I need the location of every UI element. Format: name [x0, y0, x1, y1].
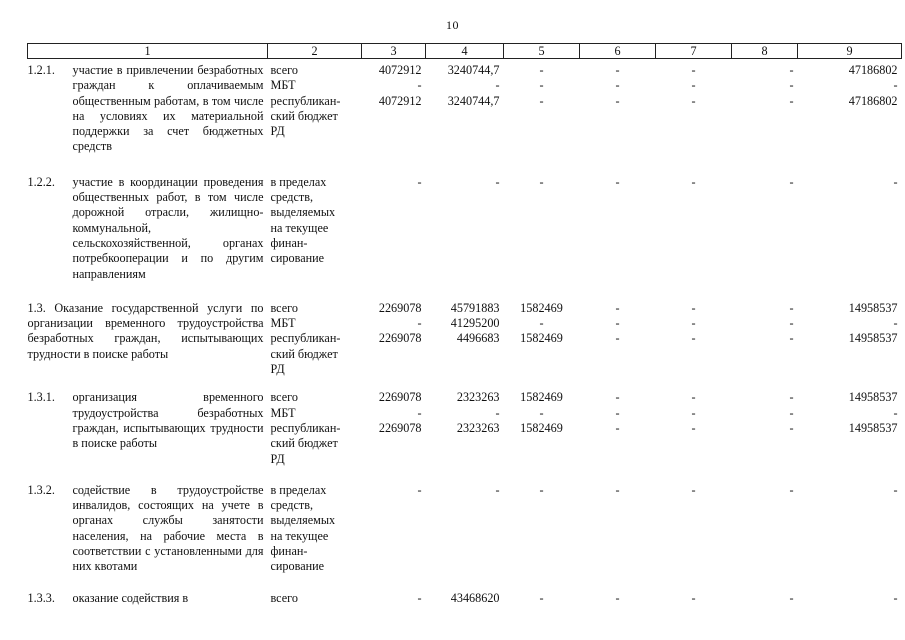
item-cell: [28, 175, 268, 282]
value: -: [789, 390, 794, 405]
row-spacer: [28, 282, 902, 301]
funding-source-line: республикан-: [270, 420, 341, 435]
item-code: 1.2.1.: [27, 63, 55, 77]
value-cell-c9: [798, 483, 902, 575]
value: -: [893, 590, 898, 605]
value-cell-c5: [504, 591, 580, 606]
item-description: содействие в трудоустройстве инвалидов, состоящих на учете в органах службы занятости населения, на рабочие места в соответствии с установленными для них квотами: [72, 482, 264, 574]
funding-source-line: республикан-: [270, 331, 341, 346]
row-spacer-cell: [28, 155, 902, 175]
value-cell-c3: [362, 175, 426, 282]
funding-source-line: всего: [270, 390, 298, 405]
item-name-wrap: [28, 591, 264, 606]
value-cell-c8: [732, 483, 798, 575]
value: -: [417, 482, 422, 497]
value-cell-c8: [732, 63, 798, 155]
funding-source-line: МБТ: [270, 316, 296, 331]
item-name-wrap: [28, 63, 264, 155]
column-header-5: 5: [504, 44, 580, 59]
value: -: [789, 78, 794, 93]
value: -: [615, 590, 620, 605]
funding-source-line: финан-: [270, 544, 308, 559]
value: 4496683: [456, 331, 500, 346]
value: -: [615, 405, 620, 420]
value: 1582469: [520, 390, 563, 405]
row-spacer: [28, 377, 902, 390]
value-cell-c5: [504, 390, 580, 466]
value: 41295200: [450, 316, 500, 331]
value-cell-c4: [426, 301, 504, 377]
value-cell-c8: [732, 591, 798, 606]
value: 1582469: [520, 300, 563, 315]
value-cell-c9: [798, 175, 902, 282]
funding-source-cell: [268, 301, 362, 377]
value: -: [691, 300, 696, 315]
funding-source-line: выделяемых: [270, 513, 336, 528]
value: -: [539, 174, 544, 189]
value-cell-c3: [362, 483, 426, 575]
value: 45791883: [450, 300, 500, 315]
funding-source-cell: [268, 390, 362, 466]
value-cell-c7: [656, 591, 732, 606]
value-cell-c6: [580, 175, 656, 282]
column-header-3: 3: [362, 44, 426, 59]
value-cell-c6: [580, 390, 656, 466]
item-name-wrap: [28, 483, 264, 575]
funding-source-line: всего: [270, 590, 298, 605]
value: -: [893, 482, 898, 497]
value-cell-c7: [656, 175, 732, 282]
value: -: [615, 482, 620, 497]
value: 2323263: [456, 420, 500, 435]
value: 47186802: [848, 93, 898, 108]
value-cell-c6: [580, 63, 656, 155]
item-name-wrap: [28, 390, 264, 451]
value: -: [495, 482, 500, 497]
item-description: участие в координации проведения общественных работ, в том числе дорожной отрасли, жилищно-коммунальной, сельскохозяйственной, органах потребкооперации и по другим направлениям: [72, 174, 264, 281]
value: -: [691, 390, 696, 405]
value: 1582469: [520, 331, 563, 346]
value: -: [691, 331, 696, 346]
value: -: [615, 300, 620, 315]
funding-source-line: ский бюджет: [270, 436, 338, 451]
value: -: [691, 405, 696, 420]
value-cell-c3: [362, 591, 426, 606]
funding-source-line: в пределах: [270, 482, 327, 497]
item-code: 1.3.3.: [27, 590, 55, 605]
value: -: [691, 420, 696, 435]
budget-table: [27, 43, 902, 606]
funding-source-line: МБТ: [270, 405, 296, 420]
table-row: [28, 63, 902, 155]
item-description: организация временного трудоустройства безработных граждан, испытывающих трудности в поиске работы: [72, 390, 264, 451]
funding-source-line: всего: [270, 300, 298, 315]
value: -: [893, 405, 898, 420]
value: -: [789, 590, 794, 605]
funding-source-line: выделяемых: [270, 205, 336, 220]
value: -: [893, 316, 898, 331]
table-body: [28, 59, 902, 606]
value-cell-c9: [798, 63, 902, 155]
item-description: 1.3. Оказание государственной услуги по организации временного трудоустройства безработных граждан, испытывающих трудности в поиске работы: [27, 300, 264, 361]
item-description: оказание содействия в: [72, 590, 189, 605]
item-code: 1.3.1.: [27, 390, 55, 405]
value: -: [615, 390, 620, 405]
value: 2269078: [378, 390, 422, 405]
value: 4072912: [378, 63, 422, 77]
value: 14958537: [848, 300, 898, 315]
funding-source-line: финан-: [270, 235, 308, 250]
value: -: [691, 63, 696, 77]
value: -: [691, 93, 696, 108]
value: -: [417, 316, 422, 331]
value: -: [789, 174, 794, 189]
column-header-2: 2: [268, 44, 362, 59]
value-cell-c4: [426, 591, 504, 606]
table-row: [28, 301, 902, 377]
value: 1582469: [520, 420, 563, 435]
value: -: [539, 405, 544, 420]
value: -: [539, 316, 544, 331]
item-cell: [28, 63, 268, 155]
value-cell-c4: [426, 63, 504, 155]
funding-source-line: РД: [270, 451, 285, 466]
value: -: [691, 174, 696, 189]
value: -: [789, 331, 794, 346]
funding-source-line: в пределах: [270, 174, 327, 189]
value: 43468620: [450, 590, 500, 605]
value: -: [615, 420, 620, 435]
funding-source-cell: [268, 63, 362, 155]
value: 3240744,7: [447, 93, 500, 108]
value: -: [539, 590, 544, 605]
value-cell-c4: [426, 175, 504, 282]
value: 2269078: [378, 420, 422, 435]
value: 2269078: [378, 300, 422, 315]
value: -: [789, 482, 794, 497]
header-row: [28, 44, 902, 59]
table-row: [28, 591, 902, 606]
value-cell-c8: [732, 175, 798, 282]
funding-source-line: МБТ: [270, 78, 296, 93]
funding-source-cell: [268, 483, 362, 575]
value-cell-c3: [362, 390, 426, 466]
value-cell-c5: [504, 483, 580, 575]
row-spacer-cell: [28, 377, 902, 390]
value: -: [615, 331, 620, 346]
funding-source-line: сирование: [270, 559, 325, 574]
funding-source-line: средств,: [270, 498, 313, 513]
value-cell-c8: [732, 390, 798, 466]
value: -: [789, 316, 794, 331]
item-cell: [28, 591, 268, 606]
value: -: [615, 174, 620, 189]
value: -: [417, 78, 422, 93]
value: -: [691, 482, 696, 497]
funding-source-line: средств,: [270, 190, 313, 205]
value-cell-c6: [580, 483, 656, 575]
value: -: [691, 316, 696, 331]
value-cell-c3: [362, 301, 426, 377]
value: -: [615, 316, 620, 331]
value: 14958537: [848, 390, 898, 405]
funding-source-line: РД: [270, 362, 285, 377]
value-cell-c7: [656, 390, 732, 466]
value-cell-c8: [732, 301, 798, 377]
value-cell-c3: [362, 63, 426, 155]
item-name-wrap: [28, 175, 264, 282]
value: -: [615, 63, 620, 77]
value-cell-c7: [656, 301, 732, 377]
funding-source-line: сирование: [270, 251, 325, 266]
value-cell-c6: [580, 301, 656, 377]
row-spacer-cell: [28, 467, 902, 483]
item-code: 1.2.2.: [27, 174, 55, 189]
value: 47186802: [848, 63, 898, 77]
funding-source-line: РД: [270, 124, 285, 139]
funding-source-line: на текущее: [270, 528, 329, 543]
value-cell-c5: [504, 175, 580, 282]
value: -: [893, 78, 898, 93]
item-cell: [28, 483, 268, 575]
value: 3240744,7: [447, 63, 500, 77]
funding-source-cell: [268, 175, 362, 282]
column-header-6: 6: [580, 44, 656, 59]
value: -: [417, 174, 422, 189]
value: -: [417, 590, 422, 605]
value: -: [789, 63, 794, 77]
value: -: [789, 300, 794, 315]
value: -: [495, 174, 500, 189]
page-number: 10: [446, 18, 459, 32]
value: -: [539, 482, 544, 497]
item-code: 1.3.2.: [27, 482, 55, 497]
value-cell-c9: [798, 591, 902, 606]
value-cell-c9: [798, 301, 902, 377]
funding-source-line: на текущее: [270, 220, 329, 235]
column-header-1: 1: [28, 44, 268, 59]
value-cell-c5: [504, 301, 580, 377]
funding-source-line: всего: [270, 63, 298, 77]
value: 14958537: [848, 331, 898, 346]
row-spacer: [28, 575, 902, 591]
funding-source-cell: [268, 591, 362, 606]
column-header-9: 9: [798, 44, 902, 59]
value: 2269078: [378, 331, 422, 346]
value: -: [495, 405, 500, 420]
funding-source-line: ский бюджет: [270, 346, 338, 361]
row-spacer: [28, 155, 902, 175]
value-cell-c6: [580, 591, 656, 606]
row-spacer: [28, 467, 902, 483]
value-cell-c7: [656, 483, 732, 575]
column-header-8: 8: [732, 44, 798, 59]
funding-source-line: ский бюджет: [270, 108, 338, 123]
row-spacer-cell: [28, 575, 902, 591]
table-row: [28, 483, 902, 575]
value: -: [539, 63, 544, 77]
value: 2323263: [456, 390, 500, 405]
value: -: [691, 78, 696, 93]
value: -: [789, 93, 794, 108]
table-row: [28, 175, 902, 282]
row-spacer-cell: [28, 282, 902, 301]
value: -: [495, 78, 500, 93]
value-cell-c9: [798, 390, 902, 466]
value-cell-c4: [426, 483, 504, 575]
value: 4072912: [378, 93, 422, 108]
value: -: [789, 420, 794, 435]
value: 14958537: [848, 420, 898, 435]
column-header-7: 7: [656, 44, 732, 59]
value: -: [539, 78, 544, 93]
value: -: [615, 93, 620, 108]
table-row: [28, 390, 902, 466]
value: -: [539, 93, 544, 108]
value-cell-c7: [656, 63, 732, 155]
value-cell-c5: [504, 63, 580, 155]
value: -: [417, 405, 422, 420]
value: -: [789, 405, 794, 420]
column-header-4: 4: [426, 44, 504, 59]
value: -: [691, 590, 696, 605]
funding-source-line: республикан-: [270, 93, 341, 108]
value: -: [893, 174, 898, 189]
item-cell: [28, 301, 268, 377]
value: -: [615, 78, 620, 93]
item-description: участие в привлечении безработных граждан к оплачиваемым общественным работам, в том числе на условиях их материальной поддержки за счет бюджетных средств: [72, 63, 264, 154]
item-cell: [28, 390, 268, 466]
value-cell-c4: [426, 390, 504, 466]
